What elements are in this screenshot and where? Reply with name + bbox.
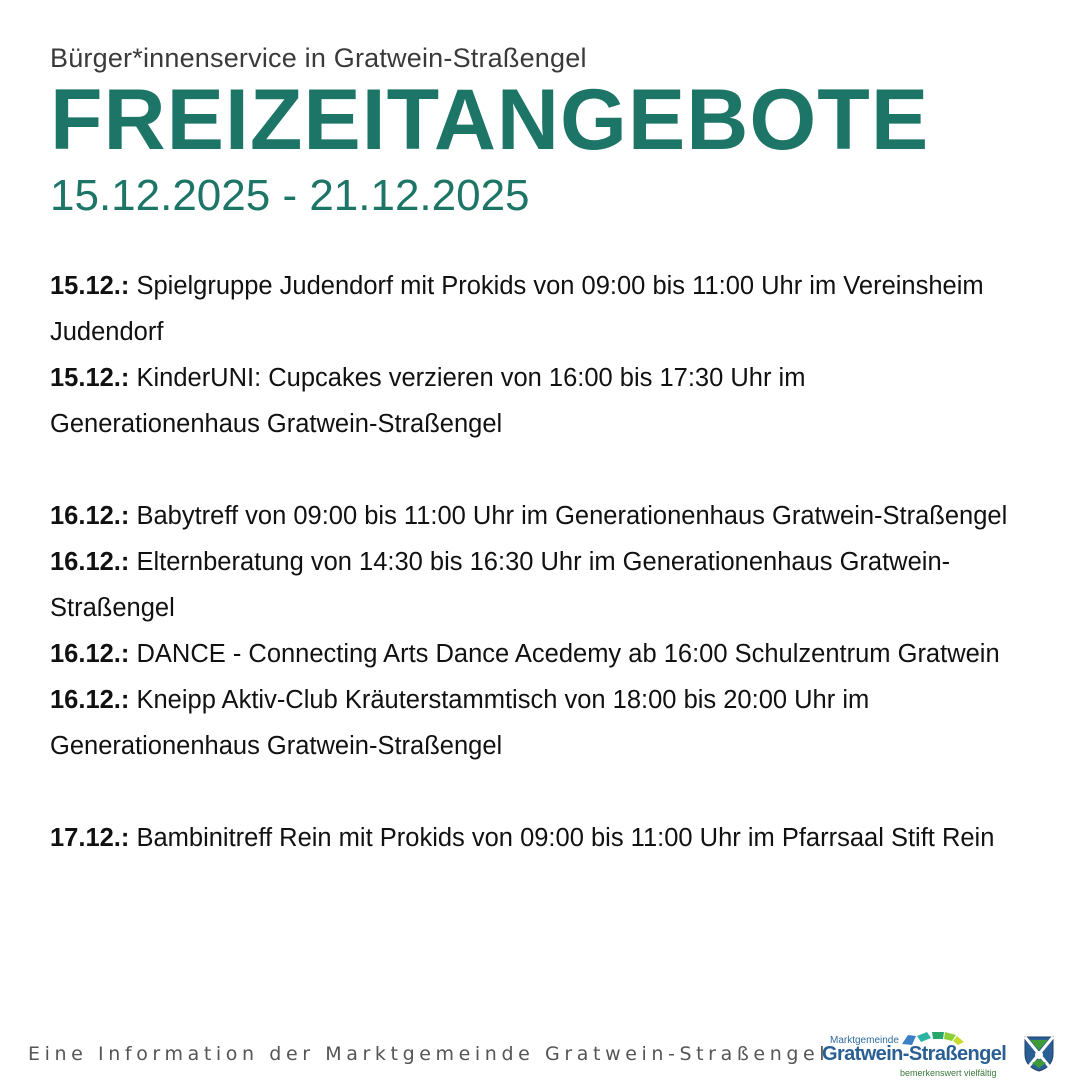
event-text: Spielgruppe Judendorf mit Prokids von 09:00 bis 11:00 Uhr im Vereinsheim Judendorf (50, 272, 984, 346)
page-title: FREIZEITANGEBOTE (50, 72, 930, 168)
event-date: 15.12.: (50, 272, 130, 300)
logo-small-text: Marktgemeinde (830, 1035, 899, 1046)
event-text: Elternberatung von 14:30 bis 16:30 Uhr im Generationenhaus Gratwein-Straßengel (50, 548, 951, 622)
event-text: Kneipp Aktiv-Club Kräuterstammtisch von 18:00 bis 20:00 Uhr im Generationenhaus Gratwein-Straßengel (50, 686, 870, 760)
event-item (50, 493, 1010, 539)
event-list (50, 263, 1010, 861)
subtitle: Bürger*innenservice in Gratwein-Straßengel (50, 43, 587, 73)
event-date: 15.12.: (50, 364, 130, 392)
event-date: 16.12.: (50, 548, 130, 576)
event-date: 16.12.: (50, 502, 130, 530)
municipal-crest-icon (1024, 1036, 1054, 1072)
event-item (50, 677, 1010, 769)
event-date: 17.12.: (50, 824, 130, 852)
date-range: 15.12.2025 - 21.12.2025 (50, 171, 530, 220)
municipality-logo (818, 1028, 1058, 1080)
logo-main-text: Gratwein-Straßengel (822, 1043, 1007, 1065)
event-text: Babytreff von 09:00 bis 11:00 Uhr im Generationenhaus Gratwein-Straßengel (129, 502, 1008, 530)
event-item (50, 539, 1010, 631)
event-item (50, 263, 1010, 355)
event-date: 16.12.: (50, 686, 130, 714)
event-item (50, 815, 1010, 861)
event-text: Bambinitreff Rein mit Prokids von 09:00 bis 11:00 Uhr im Pfarrsaal Stift Rein (129, 824, 995, 852)
event-item (50, 355, 1010, 447)
logo-tagline: bemerkenswert vielfältig (900, 1068, 997, 1078)
event-text: DANCE - Connecting Arts Dance Acedemy ab 16:00 Schulzentrum Gratwein (129, 640, 1000, 668)
event-item (50, 631, 1010, 677)
footer-text: Eine Information der Marktgemeinde Gratwein-Straßengel (28, 1043, 830, 1065)
header (50, 40, 1030, 224)
event-date: 16.12.: (50, 640, 130, 668)
event-text: KinderUNI: Cupcakes verzieren von 16:00 bis 17:30 Uhr im Generationenhaus Gratwein-Straßengel (50, 364, 806, 438)
